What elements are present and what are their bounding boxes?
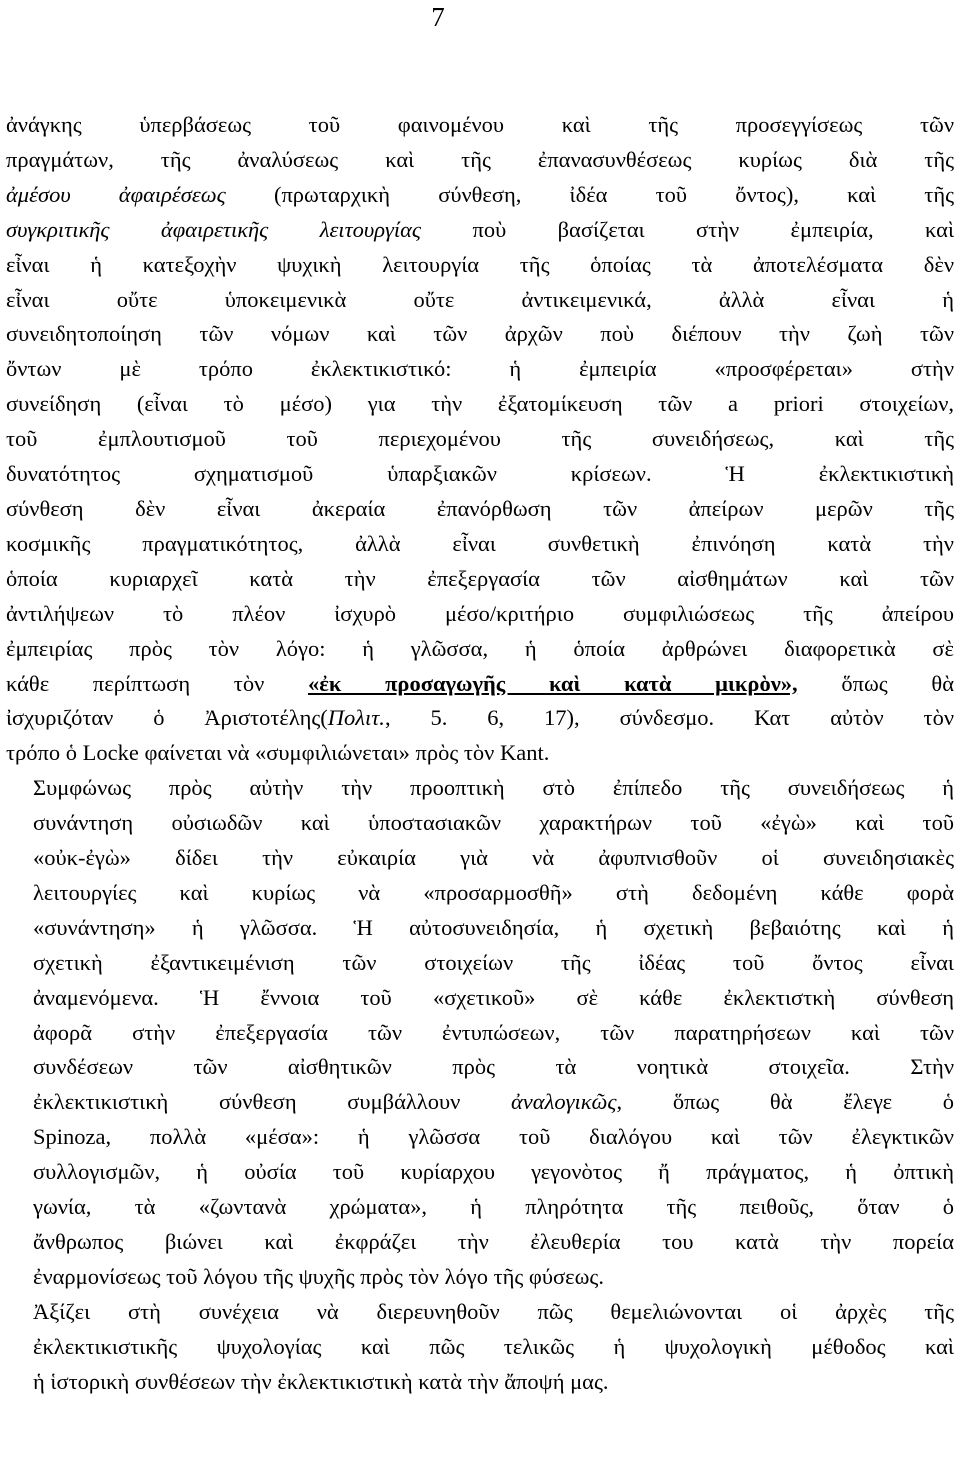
- text-run: πραγμάτων, τῆς ἀναλύσεως καὶ τῆς ἐπανασυνθέσεως κυρίως διὰ τῆς: [6, 146, 954, 172]
- italic-text: ἀναλογικῶς: [510, 1089, 617, 1115]
- text-run: , 5. 6, 17), σύνδεσμο. Κατ αὐτὸν τὸν: [384, 705, 954, 731]
- page-number: 7: [431, 2, 445, 32]
- text-run: Ἀξίζει στὴ συνέχεια νὰ διερευνηθοῦν πῶς θεμελιώνονται οἱ ἀρχὲς τῆς: [33, 1298, 954, 1324]
- paragraph: [6, 771, 954, 1295]
- text-line: [6, 841, 954, 876]
- text-run: λειτουργίες καὶ κυρίως νὰ «προσαρμοσθῆ» στὴ δεδομένη κάθε φορὰ: [33, 879, 954, 905]
- text-run: κάθε περίπτωση τὸν: [6, 670, 309, 696]
- text-run: ὄντων μὲ τρόπο ἐκλεκτικιστικό: ἡ ἐμπειρία «προσφέρεται» στὴν: [6, 356, 954, 382]
- text-line: [6, 701, 954, 736]
- italic-text: Πολιτ.: [327, 705, 385, 731]
- text-run: τοῦ ἐμπλουτισμοῦ τοῦ περιεχομένου τῆς συνειδήσεως, καὶ τῆς: [6, 426, 954, 452]
- text-run: ὁποία κυριαρχεῖ κατὰ τὴν ἐπεξεργασία τῶν αἰσθημάτων καὶ τῶν: [6, 565, 954, 591]
- text-line: [6, 1295, 954, 1330]
- bold-underlined-text: «ἐκ προσαγωγῆς καὶ κατὰ μικρὸν»,: [308, 670, 798, 696]
- text-line: [6, 806, 954, 841]
- text-run: «οὐκ-ἐγὼ» δίδει τὴν εὐκαιρία γιὰ νὰ ἀφυπνισθοῦν οἱ συνειδησιακὲς: [33, 845, 954, 871]
- text-line: [6, 352, 954, 387]
- text-run: ποὺ βασίζεται στὴν ἐμπειρία, καὶ: [421, 216, 955, 242]
- italic-text: ἀμέσου ἀφαιρέσεως: [6, 181, 226, 207]
- text-line: [6, 911, 954, 946]
- text-run: συνειδητοποίηση τῶν νόμων καὶ τῶν ἀρχῶν ποὺ διέπουν τὴν ζωὴ τῶν: [6, 321, 954, 347]
- text-line: [6, 492, 954, 527]
- text-run: εἶναι ἡ κατεξοχὴν ψυχικὴ λειτουργία τῆς ὁποίας τὰ ἀποτελέσματα δὲν: [6, 251, 954, 277]
- text-run: ἀναμενόμενα. Ἡ ἔννοια τοῦ «σχετικοῦ» σὲ κάθε ἐκλεκτιστκὴ σύνθεση: [33, 984, 954, 1010]
- text-run: συνείδηση (εἶναι τὸ μέσο) για τὴν ἐξατομίκευση τῶν a priori στοιχείων,: [6, 391, 954, 417]
- text-run: ἡ ἱστορικὴ συνθέσεων τὴν ἐκλεκτικιστικὴ κατὰ τὴν ἄποψή μας.: [33, 1368, 609, 1394]
- text-line: [6, 1190, 954, 1225]
- text-line: [6, 1155, 954, 1190]
- text-run: , ὅπως θὰ ἔλεγε ὁ: [616, 1089, 954, 1115]
- text-line: [6, 771, 954, 806]
- text-line: [6, 597, 954, 632]
- text-run: (πρωταρχικὴ σύνθεση, ἰδέα τοῦ ὄντος), καὶ τῆς: [225, 181, 954, 207]
- text-line: [6, 632, 954, 667]
- text-run: γωνία, τὰ «ζωντανὰ χρώματα», ἡ πληρότητα τῆς πειθοῦς, ὅταν ὁ: [33, 1194, 954, 1220]
- text-line: [6, 1016, 954, 1051]
- text-line: [6, 562, 954, 597]
- text-line: [6, 422, 954, 457]
- text-line: [6, 283, 954, 318]
- text-run: Spinoza, πολλὰ «μέσα»: ἡ γλῶσσα τοῦ διαλόγου καὶ τῶν ἐλεγκτικῶν: [33, 1124, 954, 1150]
- text-line: [6, 178, 954, 213]
- text-run: τρόπο ὁ Locke φαίνεται νὰ «συμφιλιώνεται» πρὸς τὸν Kant.: [6, 740, 550, 766]
- text-run: ἰσχυριζόταν ὁ Ἀριστοτέλης(: [6, 705, 328, 731]
- text-run: κοσμικῆς πραγματικότητος, ἀλλὰ εἶναι συνθετικὴ ἐπινόηση κατὰ τὴν: [6, 530, 954, 556]
- paragraph: [6, 1295, 954, 1400]
- text-line: [6, 667, 954, 702]
- text-run: ἐκλεκτικιστικὴ σύνθεση συμβάλλουν: [33, 1089, 511, 1115]
- text-line: [6, 946, 954, 981]
- text-run: συνδέσεων τῶν αἰσθητικῶν πρὸς τὰ νοητικὰ στοιχεῖα. Στὴν: [33, 1054, 954, 1080]
- text-run: δυνατότητος σχηματισμοῦ ὑπαρξιακῶν κρίσεων. Ἡ ἐκλεκτικιστικὴ: [6, 461, 954, 487]
- text-run: ἐμπειρίας πρὸς τὸν λόγο: ἡ γλῶσσα, ἡ ὁποία ἀρθρώνει διαφορετικὰ σὲ: [6, 635, 954, 661]
- paragraph: [6, 108, 954, 771]
- text-run: Συμφώνως πρὸς αὐτὴν τὴν προοπτικὴ στὸ ἐπίπεδο τῆς συνειδήσεως ἡ: [33, 775, 954, 801]
- text-run: εἶναι οὔτε ὑποκειμενικὰ οὔτε ἀντικειμενικά, ἀλλὰ εἶναι ἡ: [6, 286, 954, 312]
- text-run: «συνάντηση» ἡ γλῶσσα. Ἡ αὐτοσυνειδησία, ἡ σχετικὴ βεβαιότης καὶ ἡ: [33, 914, 954, 940]
- text-line: [6, 1085, 954, 1120]
- text-line: [6, 1120, 954, 1155]
- text-line: [6, 457, 954, 492]
- body-text: [6, 108, 954, 1400]
- text-line: [6, 1330, 954, 1365]
- text-run: ἐναρμονίσεως τοῦ λόγου τῆς ψυχῆς πρὸς τὸν λόγο τῆς φύσεως.: [33, 1263, 604, 1289]
- text-line: [6, 317, 954, 352]
- text-line: [6, 876, 954, 911]
- text-line: [6, 108, 954, 143]
- text-line: [6, 387, 954, 422]
- text-line: [6, 1260, 954, 1295]
- text-line: [6, 527, 954, 562]
- italic-text: συγκριτικῆς ἀφαιρετικῆς λειτουργίας: [6, 216, 422, 242]
- text-run: σχετικὴ ἐξαντικειμένιση τῶν στοιχείων τῆς ἰδέας τοῦ ὄντος εἶναι: [33, 949, 954, 975]
- text-line: [6, 736, 954, 771]
- text-line: [6, 213, 954, 248]
- text-run: συνάντηση οὐσιωδῶν καὶ ὑποστασιακῶν χαρακτήρων τοῦ «ἐγὼ» καὶ τοῦ: [33, 810, 954, 836]
- text-line: [6, 1225, 954, 1260]
- text-line: [6, 981, 954, 1016]
- text-line: [6, 1365, 954, 1400]
- text-run: ἐκλεκτικιστικῆς ψυχολογίας καὶ πῶς τελικῶς ἡ ψυχολογικὴ μέθοδος καὶ: [33, 1333, 954, 1359]
- text-run: σύνθεση δὲν εἶναι ἀκεραία ἐπανόρθωση τῶν ἀπείρων μερῶν τῆς: [6, 495, 954, 521]
- text-run: ἀντιλήψεων τὸ πλέον ἰσχυρὸ μέσο/κριτήριο συμφιλιώσεως τῆς ἀπείρου: [6, 600, 954, 626]
- text-run: ἄνθρωπος βιώνει καὶ ἐκφράζει τὴν ἐλευθερία του κατὰ τὴν πορεία: [33, 1229, 954, 1254]
- text-line: [6, 248, 954, 283]
- text-run: ὅπως θὰ: [797, 670, 954, 696]
- text-run: ἀνάγκης ὑπερβάσεως τοῦ φαινομένου καὶ τῆς προσεγγίσεως τῶν: [6, 112, 954, 137]
- text-line: [6, 1050, 954, 1085]
- text-run: ἀφορᾶ στὴν ἐπεξεργασία τῶν ἐντυπώσεων, τῶν παρατηρήσεων καὶ τῶν: [33, 1019, 954, 1045]
- text-run: συλλογισμῶν, ἡ οὐσία τοῦ κυρίαρχου γεγονὸτος ἤ πράγματος, ἡ ὀπτικὴ: [33, 1159, 954, 1185]
- text-line: [6, 143, 954, 178]
